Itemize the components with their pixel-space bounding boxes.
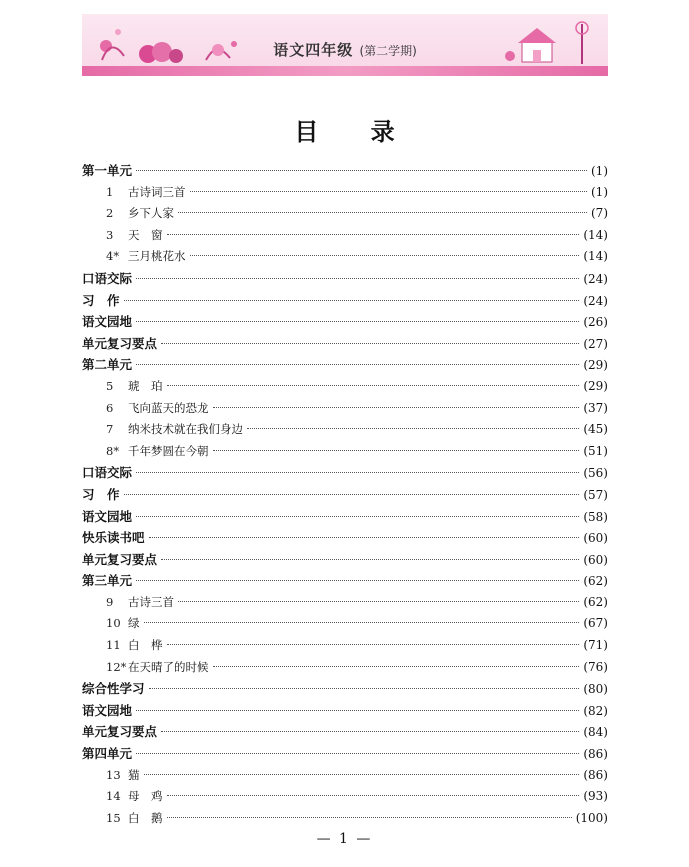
entry-title: 习 作: [82, 292, 120, 308]
lesson-number: 10: [106, 616, 121, 631]
lesson-number: 3: [106, 227, 114, 242]
toc-unit-entry[interactable]: [82, 527, 608, 549]
lesson-number: 12*: [106, 659, 127, 674]
entry-title: 在天晴了的时候: [128, 659, 209, 674]
dot-leader: [167, 817, 572, 818]
entry-page-number: (14): [583, 227, 608, 242]
toc-lesson-entry[interactable]: [82, 765, 608, 787]
dot-leader: [161, 559, 579, 560]
dot-leader: [149, 688, 580, 689]
lesson-number: 7: [106, 422, 114, 437]
entry-title: 口语交际: [82, 465, 133, 481]
entry-title: 琥 珀: [128, 378, 163, 393]
entry-title: 纳米技术就在我们身边: [128, 422, 243, 437]
toc-unit-entry[interactable]: [82, 570, 608, 592]
entry-title: 猫: [128, 767, 140, 782]
toc-unit-entry[interactable]: [82, 678, 608, 700]
dot-leader: [136, 170, 587, 171]
entry-page-number: (86): [583, 747, 608, 762]
toc-unit-entry[interactable]: [82, 484, 608, 506]
entry-page-number: (57): [583, 487, 608, 502]
entry-title: 习 作: [82, 486, 120, 502]
dot-leader: [136, 364, 579, 365]
lesson-number: 6: [106, 400, 114, 415]
book-title: [82, 39, 608, 60]
entry-page-number: (100): [575, 810, 608, 825]
entry-title: 第四单元: [82, 746, 133, 762]
dot-leader: [178, 212, 587, 213]
toc-lesson-entry[interactable]: [82, 419, 608, 441]
lesson-number: 9: [106, 594, 114, 609]
dot-leader: [178, 601, 579, 602]
entry-page-number: (76): [583, 659, 608, 674]
header-banner: [82, 14, 608, 76]
entry-page-number: (26): [583, 315, 608, 330]
toc-unit-entry[interactable]: [82, 160, 608, 182]
entry-title: 绿: [128, 616, 140, 631]
entry-page-number: (1): [591, 164, 608, 178]
lesson-number: 2: [106, 206, 114, 221]
entry-title: 单元复习要点: [82, 551, 158, 567]
dot-leader: [136, 710, 579, 711]
entry-page-number: (58): [583, 509, 608, 524]
entry-page-number: (29): [583, 378, 608, 393]
toc-unit-entry[interactable]: [82, 290, 608, 312]
entry-page-number: (62): [583, 574, 608, 589]
dot-leader: [136, 580, 579, 581]
lesson-number: 1: [106, 184, 114, 199]
dot-leader: [167, 234, 580, 235]
entry-page-number: (82): [583, 703, 608, 718]
toc-lesson-entry[interactable]: [82, 225, 608, 247]
toc-unit-entry[interactable]: [82, 743, 608, 765]
toc-lesson-entry[interactable]: [82, 613, 608, 635]
entry-page-number: (45): [583, 422, 608, 437]
lesson-number: 14: [106, 789, 121, 804]
toc-unit-entry[interactable]: [82, 700, 608, 722]
dot-leader: [213, 407, 580, 408]
dot-leader: [161, 343, 579, 344]
dot-leader: [124, 494, 580, 495]
dot-leader: [190, 191, 588, 192]
toc-lesson-entry[interactable]: [82, 203, 608, 225]
lesson-number: 4*: [106, 249, 120, 264]
entry-page-number: (24): [583, 271, 608, 286]
book-title-main: 语文四年级: [273, 41, 354, 59]
entry-title: 第三单元: [82, 573, 133, 589]
entry-page-number: (29): [583, 358, 608, 373]
dot-leader: [213, 450, 580, 451]
dot-leader: [136, 278, 579, 279]
entry-page-number: (51): [583, 443, 608, 458]
entry-page-number: (56): [583, 466, 608, 481]
entry-title: 白 鹅: [128, 810, 163, 825]
entry-title: 飞向蓝天的恐龙: [128, 400, 209, 415]
entry-title: 语文园地: [82, 702, 133, 718]
dot-leader: [167, 644, 580, 645]
toc-heading: 目 录: [294, 117, 417, 146]
toc-lesson-entry[interactable]: [82, 635, 608, 657]
dot-leader: [161, 731, 579, 732]
entry-title: 第一单元: [82, 163, 133, 178]
banner-strip: [82, 66, 608, 76]
entry-page-number: (67): [583, 616, 608, 631]
entry-page-number: (60): [583, 531, 608, 546]
book-title-term: (第二学期): [359, 44, 417, 58]
entry-page-number: (1): [591, 184, 608, 199]
lesson-number: 8*: [106, 443, 120, 458]
toc-unit-entry[interactable]: [82, 549, 608, 571]
entry-title: 快乐读书吧: [82, 530, 145, 546]
table-of-contents: [82, 160, 608, 829]
toc-lesson-entry[interactable]: [82, 182, 608, 204]
lesson-number: 13: [106, 767, 121, 782]
dot-leader: [167, 385, 580, 386]
dot-leader: [136, 753, 579, 754]
dot-leader: [144, 622, 580, 623]
entry-title: 白 桦: [128, 638, 163, 653]
entry-title: 第二单元: [82, 357, 133, 373]
entry-page-number: (7): [591, 206, 608, 221]
toc-unit-entry[interactable]: [82, 354, 608, 376]
dot-leader: [190, 255, 580, 256]
toc-lesson-entry[interactable]: [82, 376, 608, 398]
dot-leader: [144, 774, 580, 775]
dot-leader: [167, 795, 580, 796]
dot-leader: [213, 666, 580, 667]
entry-title: 语文园地: [82, 508, 133, 524]
toc-unit-entry[interactable]: [82, 311, 608, 333]
toc-lesson-entry[interactable]: [82, 786, 608, 808]
toc-lesson-entry[interactable]: [82, 592, 608, 614]
entry-title: 单元复习要点: [82, 335, 158, 351]
entry-page-number: (24): [583, 293, 608, 308]
entry-page-number: (93): [583, 789, 608, 804]
entry-title: 三月桃花水: [128, 249, 186, 264]
entry-page-number: (62): [583, 594, 608, 609]
toc-unit-entry[interactable]: [82, 721, 608, 743]
dot-leader: [149, 537, 580, 538]
entry-title: 单元复习要点: [82, 724, 158, 740]
entry-page-number: (86): [583, 767, 608, 782]
entry-page-number: (60): [583, 552, 608, 567]
entry-page-number: (84): [583, 725, 608, 740]
toc-unit-entry[interactable]: [82, 462, 608, 484]
lesson-number: 5: [106, 378, 114, 393]
toc-lesson-entry[interactable]: [82, 808, 608, 830]
entry-page-number: (37): [583, 400, 608, 415]
entry-title: 古诗词三首: [128, 184, 186, 199]
entry-title: 古诗三首: [128, 594, 174, 609]
entry-title: 乡下人家: [128, 206, 174, 221]
dot-leader: [136, 516, 579, 517]
dot-leader: [136, 321, 579, 322]
entry-title: 千年梦圆在今朝: [128, 443, 209, 458]
toc-lesson-entry[interactable]: [82, 441, 608, 463]
entry-page-number: (27): [583, 336, 608, 351]
dot-leader: [136, 472, 579, 473]
entry-page-number: (71): [583, 638, 608, 653]
toc-lesson-entry[interactable]: [82, 398, 608, 420]
toc-unit-entry[interactable]: [82, 333, 608, 355]
entry-title: 语文园地: [82, 314, 133, 330]
toc-lesson-entry[interactable]: [82, 246, 608, 268]
lesson-number: 15: [106, 810, 121, 825]
entry-title: 天 窗: [128, 227, 163, 242]
dot-leader: [247, 428, 579, 429]
page-number: — 1 —: [316, 831, 373, 847]
entry-page-number: (80): [583, 682, 608, 697]
entry-title: 口语交际: [82, 270, 133, 286]
entry-title: 综合性学习: [82, 681, 145, 697]
toc-lesson-entry[interactable]: [82, 657, 608, 679]
entry-title: 母 鸡: [128, 789, 163, 804]
toc-unit-entry[interactable]: [82, 506, 608, 528]
entry-page-number: (14): [583, 249, 608, 264]
dot-leader: [124, 300, 580, 301]
lesson-number: 11: [106, 638, 121, 653]
toc-unit-entry[interactable]: [82, 268, 608, 290]
